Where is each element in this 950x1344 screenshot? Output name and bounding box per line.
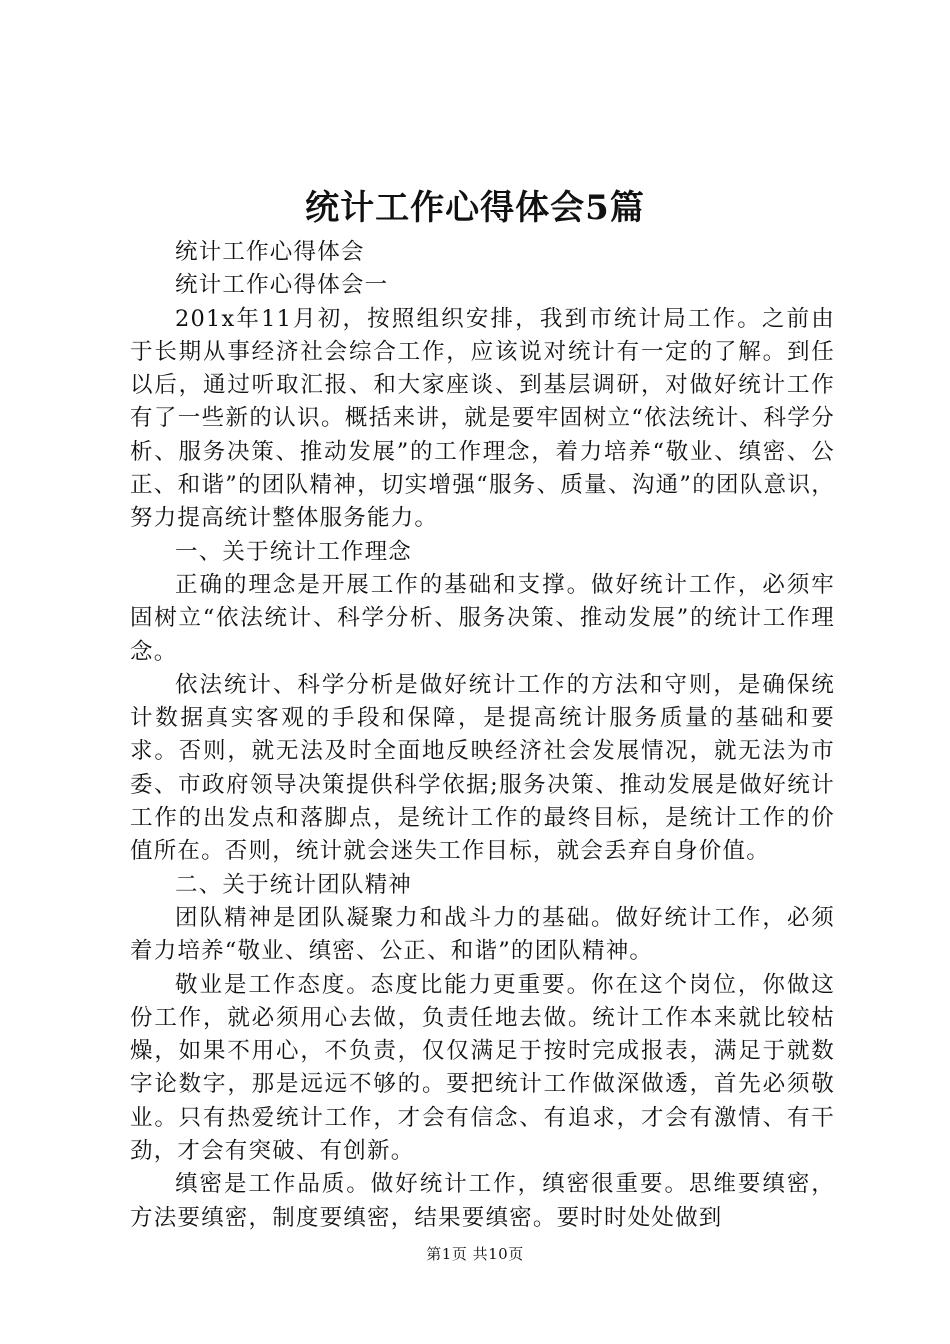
- paragraph: 敬业是工作态度。态度比能力更重要。你在这个岗位，你做这份工作，就必须用心去做，负责任地去做。统计工作本来就比较枯燥，如果不用心，不负责，仅仅满足于按时完成报表，满足于就数字论数字，那是远远不够的。要把统计工作做深做透，首先必须敬业。只有热爱统计工作，才会有信念、有追求，才会有激情、有干劲，才会有突破、有创新。: [130, 971, 835, 1165]
- paragraph: 统计工作心得体会: [175, 239, 365, 265]
- paragraph: 201x年11月初，按照组织安排，我到市统计局工作。之前由于长期从事经济社会综合工作，应该说对统计有一定的了解。到任以后，通过听取汇报、和大家座谈、到基层调研，对做好统计工作有了一些新的认识。概括来讲，就是要牢固树立“依法统计、科学分析、服务决策、推动发展”的工作理念，着力培养“敬业、缜密、公正、和谐”的团队精神，切实增强“服务、质量、沟通”的团队意识，努力提高统计整体服务能力。: [130, 305, 835, 532]
- document-title: 统计工作心得体会5篇: [305, 188, 645, 228]
- paragraph: 统计工作心得体会一: [175, 272, 389, 299]
- document-body: [130, 236, 835, 1235]
- section-heading: 一、关于统计工作理念: [175, 538, 413, 565]
- paragraph: 团队精神是团队凝聚力和战斗力的基础。做好统计工作，必须着力培养“敬业、缜密、公正、和谐”的团队精神。: [130, 904, 835, 965]
- paragraph: 缜密是工作品质。做好统计工作，缜密很重要。思维要缜密，方法要缜密，制度要缜密，结果要缜密。要时时处处做到: [130, 1171, 835, 1231]
- page-footer: 第1页 共10页: [426, 1245, 524, 1263]
- section-heading: 二、关于统计团队精神: [175, 871, 413, 898]
- paragraph: 依法统计、科学分析是做好统计工作的方法和守则，是确保统计数据真实客观的手段和保障，是提高统计服务质量的基础和要求。否则，就无法及时全面地反映经济社会发展情况，就无法为市委、市政府领导决策提供科学依据;服务决策、推动发展是做好统计工作的出发点和落脚点，是统计工作的最终目标，是统计工作的价值所在。否则，统计就会迷失工作目标，就会丢弃自身价值。: [130, 671, 835, 865]
- paragraph: 正确的理念是开展工作的基础和支撑。做好统计工作，必须牢固树立“依法统计、科学分析、服务决策、推动发展”的统计工作理念。: [130, 571, 835, 665]
